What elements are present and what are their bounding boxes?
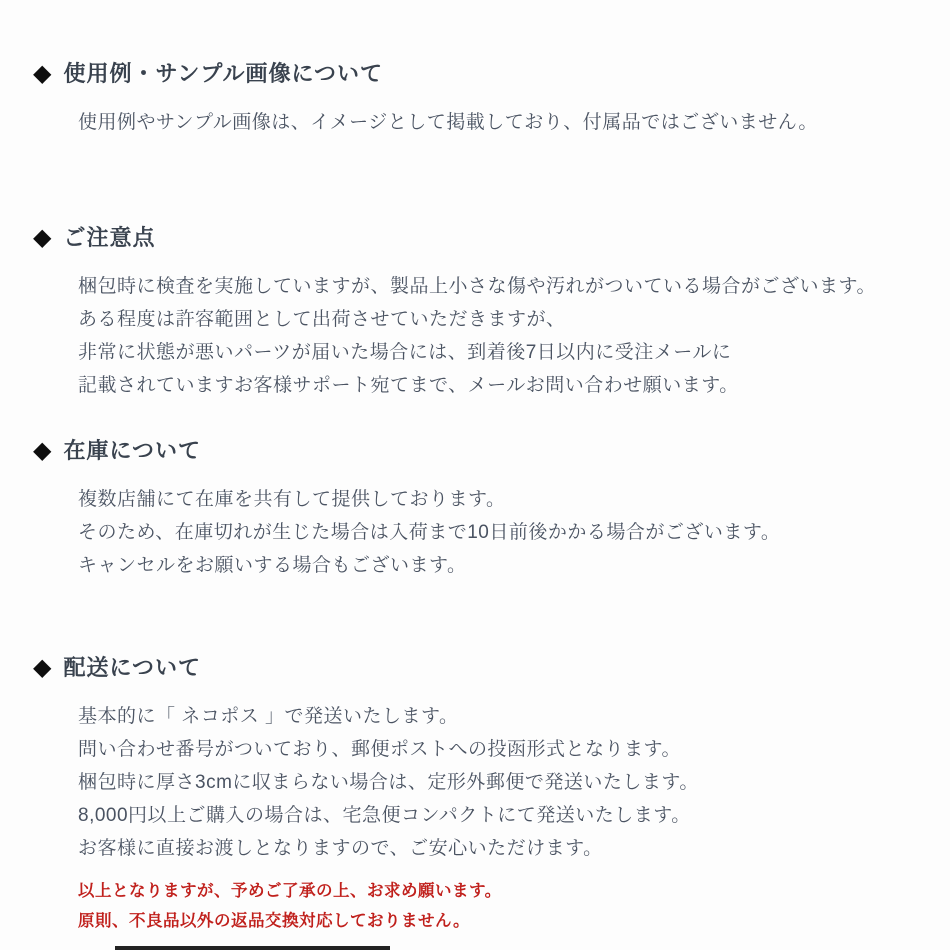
section-heading xyxy=(33,652,950,684)
notice-line: 原則、不良品以外の返品交換対応しておりません。 xyxy=(78,912,470,930)
paragraph-line: 複数店舗にて在庫を共有して提供しております。 xyxy=(78,489,506,510)
section-body xyxy=(78,700,950,865)
paragraph-line: お客様に直接お渡しとなりますので、ご安心いただけます。 xyxy=(78,838,603,859)
section-title: 使用例・サンプル画像について xyxy=(63,61,384,86)
paragraph-line: 非常に状態が悪いパーツが届いた場合には、到着後7日以内に受注メールに xyxy=(78,342,732,363)
section-title: 在庫について xyxy=(63,438,202,463)
notice-line: 以上となりますが、予めご了承の上、お求め願います。 xyxy=(78,882,502,900)
paragraph-line: そのため、在庫切れが生じた場合は入荷まで10日前後かかる場合がございます。 xyxy=(78,522,781,543)
section-shipping xyxy=(0,652,950,865)
section-title: 配送について xyxy=(63,655,202,680)
red-notice xyxy=(78,876,502,936)
section-caution xyxy=(0,222,950,402)
diamond-bullet-icon: ◆ xyxy=(33,437,53,464)
paragraph-line: ある程度は許容範囲として出荷させていただきますが、 xyxy=(78,309,566,330)
paragraph-line: 基本的に「 ネコポス 」で発送いたします。 xyxy=(78,706,459,727)
section-body xyxy=(78,483,950,582)
section-sample-images xyxy=(0,58,950,139)
section-heading xyxy=(33,58,950,90)
paragraph-line: 問い合わせ番号がついており、郵便ポストへの投函形式となります。 xyxy=(78,739,681,760)
section-body xyxy=(78,270,950,402)
paragraph-line: 8,000円以上ご購入の場合は、宅急便コンパクトにて発送いたします。 xyxy=(78,805,691,826)
diamond-bullet-icon: ◆ xyxy=(33,224,53,251)
paragraph-line: 使用例やサンプル画像は、イメージとして掲載しており、付属品ではございません。 xyxy=(78,112,818,133)
section-heading xyxy=(33,222,950,254)
diamond-bullet-icon: ◆ xyxy=(33,60,53,87)
paragraph-line: キャンセルをお願いする場合もございます。 xyxy=(78,555,467,576)
section-stock xyxy=(0,435,950,582)
cutoff-text-bar xyxy=(115,946,390,950)
diamond-bullet-icon: ◆ xyxy=(33,654,53,681)
section-heading xyxy=(33,435,950,467)
section-body xyxy=(78,106,950,139)
section-title: ご注意点 xyxy=(63,225,156,250)
paragraph-line: 記載されていますお客様サポート宛てまで、メールお問い合わせ願います。 xyxy=(78,375,739,396)
paragraph-line: 梱包時に検査を実施していますが、製品上小さな傷や汚れがついている場合がございます。 xyxy=(78,276,876,297)
paragraph-line: 梱包時に厚さ3cmに収まらない場合は、定形外郵便で発送いたします。 xyxy=(78,772,699,793)
